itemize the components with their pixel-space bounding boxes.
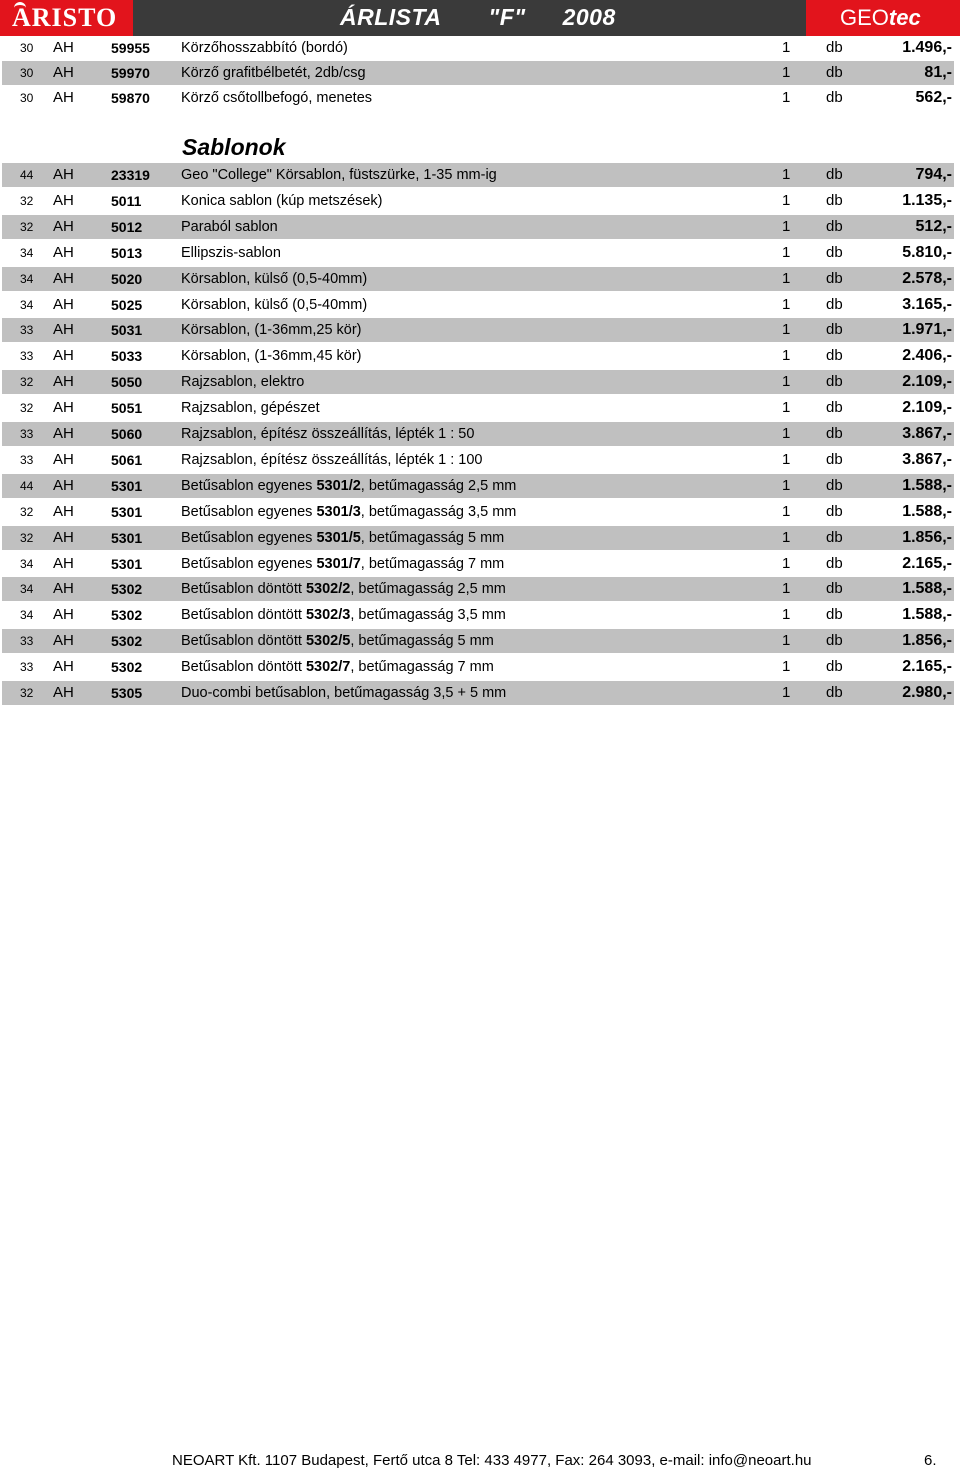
item-description: Rajzsablon, építész összeállítás, lépték 1 : 50	[181, 426, 475, 442]
quantity: 1	[782, 321, 791, 339]
description-suffix: , betűmagasság 7 mm	[350, 659, 494, 676]
brand-code: AH	[53, 39, 74, 56]
table-row	[2, 370, 954, 394]
price: 794,-	[915, 166, 952, 183]
brand-code: AH	[53, 632, 74, 650]
price: 1.588,-	[902, 606, 952, 624]
item-code: 5013	[111, 244, 143, 261]
description-prefix: Betűsablon döntött	[181, 633, 306, 650]
item-description	[181, 500, 516, 524]
item-description	[181, 474, 516, 498]
group-code: 33	[20, 427, 34, 441]
brand-code: AH	[53, 166, 74, 183]
unit: db	[826, 684, 843, 701]
table-row	[2, 422, 954, 446]
price: 2.109,-	[902, 399, 952, 417]
group-code: 33	[20, 660, 34, 675]
unit: db	[826, 39, 843, 56]
brand-code: AH	[53, 347, 74, 365]
item-description: Rajzsablon, elektro	[181, 374, 305, 391]
group-code: 34	[20, 582, 34, 597]
item-description: Rajzsablon, gépészet	[181, 400, 320, 417]
price: 3.867,-	[902, 425, 952, 442]
quantity: 1	[782, 554, 791, 572]
group-code: 30	[20, 91, 34, 105]
description-model: 5302/7	[305, 659, 351, 676]
table-row	[2, 655, 954, 679]
quantity: 1	[782, 347, 791, 365]
title-part-year: 2008	[562, 4, 616, 30]
item-code: 59970	[111, 65, 150, 81]
page-number: 6.	[924, 1452, 937, 1469]
price: 2.980,-	[902, 684, 952, 701]
description-prefix: Betűsablon döntött	[181, 581, 306, 598]
item-code: 5025	[111, 296, 143, 313]
quantity: 1	[782, 632, 791, 650]
price: 1.135,-	[902, 191, 952, 209]
table-row	[2, 241, 954, 265]
description-prefix: Betűsablon egyenes	[181, 503, 317, 520]
unit: db	[826, 606, 843, 624]
price: 1.971,-	[902, 321, 952, 339]
unit: db	[826, 295, 843, 313]
quantity: 1	[782, 269, 791, 287]
brand-code: AH	[53, 217, 74, 235]
description-prefix: Betűsablon egyenes	[181, 529, 317, 546]
group-code: 33	[20, 634, 34, 649]
table-row	[2, 318, 954, 342]
quantity: 1	[782, 89, 791, 106]
price: 81,-	[924, 64, 952, 81]
group-code: 33	[20, 452, 34, 467]
price: 2.406,-	[902, 347, 952, 365]
item-code: 5020	[111, 270, 143, 287]
price: 2.165,-	[902, 658, 952, 676]
group-code: 34	[20, 608, 34, 623]
unit: db	[826, 89, 843, 106]
description-model: 5301/3	[316, 503, 361, 520]
item-code: 59955	[111, 40, 150, 56]
unit: db	[826, 476, 843, 494]
price: 1.588,-	[902, 476, 952, 494]
price: 1.496,-	[902, 39, 952, 56]
unit: db	[826, 347, 843, 365]
description-model: 5301/7	[316, 555, 361, 572]
item-description	[181, 577, 506, 601]
item-description: Körzőhosszabbító (bordó)	[181, 40, 348, 56]
table-row	[2, 474, 954, 498]
table-row	[2, 86, 954, 110]
item-description: Ellipszis-sablon	[181, 244, 281, 261]
unit: db	[826, 554, 843, 572]
item-description: Körsablon, külső (0,5-40mm)	[181, 270, 368, 287]
description-model: 5301/2	[316, 477, 361, 494]
unit: db	[826, 191, 843, 209]
group-code: 34	[20, 245, 34, 260]
brand-code: AH	[53, 243, 74, 261]
group-code: 30	[20, 66, 34, 80]
quantity: 1	[782, 295, 791, 313]
description-suffix: , betűmagasság 5 mm	[360, 529, 505, 546]
quantity: 1	[782, 502, 791, 520]
description-suffix: , betűmagasság 5 mm	[350, 633, 494, 650]
item-code: 5301	[111, 529, 143, 546]
brand-code: AH	[53, 658, 74, 676]
price: 512,-	[915, 217, 952, 235]
brand-code: AH	[53, 89, 74, 106]
quantity: 1	[782, 191, 791, 209]
item-code: 5051	[111, 400, 143, 417]
item-description	[181, 552, 504, 576]
group-code: 32	[20, 193, 34, 208]
description-prefix: Betűsablon döntött	[181, 607, 306, 624]
table-row	[2, 577, 954, 601]
group-code: 32	[20, 530, 34, 545]
quantity: 1	[782, 658, 791, 676]
unit: db	[826, 450, 843, 468]
table-row	[2, 629, 954, 653]
item-code: 5061	[111, 451, 143, 468]
price-list-title	[340, 4, 616, 31]
aristo-logo	[0, 0, 133, 36]
group-code: 44	[20, 478, 34, 493]
logo-text: ARISTO	[12, 3, 118, 32]
quantity: 1	[782, 217, 791, 235]
item-description: Körsablon, külső (0,5-40mm)	[181, 296, 368, 313]
unit: db	[826, 528, 843, 546]
item-code: 59870	[111, 90, 150, 106]
group-code: 32	[20, 504, 34, 519]
unit: db	[826, 373, 843, 391]
description-suffix: , betűmagasság 3,5 mm	[360, 503, 517, 520]
unit: db	[826, 425, 843, 442]
brand-code: AH	[53, 191, 74, 209]
description-model: 5301/5	[316, 529, 361, 546]
table-row	[2, 448, 954, 472]
brand-code: AH	[53, 373, 74, 391]
brand-code: AH	[53, 321, 74, 339]
item-description: Geo "College" Körsablon, füstszürke, 1-35 mm-ig	[181, 167, 497, 183]
unit: db	[826, 269, 843, 287]
group-code: 34	[20, 271, 34, 286]
description-prefix: Betűsablon egyenes	[181, 555, 317, 572]
brand-code: AH	[53, 606, 74, 624]
item-code: 5050	[111, 374, 143, 391]
item-description: Körsablon, (1-36mm,25 kör)	[181, 322, 362, 339]
quantity: 1	[782, 166, 791, 183]
price: 3.867,-	[902, 450, 952, 468]
description-prefix: Betűsablon egyenes	[181, 477, 317, 494]
description-suffix: , betűmagasság 7 mm	[360, 555, 505, 572]
brand-tec: tec	[888, 5, 921, 30]
group-code: 32	[20, 401, 34, 416]
item-code: 5060	[111, 426, 143, 442]
item-code: 5011	[111, 192, 142, 209]
table-row	[2, 215, 954, 239]
item-code: 5301	[111, 555, 143, 572]
price: 562,-	[915, 89, 952, 106]
table-row	[2, 681, 954, 705]
item-description: Paraból sablon	[181, 218, 278, 235]
item-description	[181, 629, 494, 653]
item-code: 5302	[111, 659, 143, 676]
table-row	[2, 603, 954, 627]
group-code: 33	[20, 349, 34, 364]
table-row	[2, 293, 954, 317]
item-code: 5031	[111, 322, 143, 339]
item-description: Körző csőtollbefogó, menetes	[181, 90, 373, 106]
unit: db	[826, 580, 843, 598]
table-row	[2, 267, 954, 291]
section-title: Sablonok	[182, 134, 286, 160]
price: 2.578,-	[902, 269, 952, 287]
description-model: 5302/3	[305, 607, 351, 624]
item-code: 5305	[111, 685, 143, 701]
item-code: 5301	[111, 477, 143, 494]
brand-code: AH	[53, 64, 74, 81]
item-code: 5012	[111, 218, 143, 235]
brand-code: AH	[53, 450, 74, 468]
unit: db	[826, 632, 843, 650]
item-description: Duo-combi betűsablon, betűmagasság 3,5 + 5 mm	[181, 685, 507, 701]
group-code: 32	[20, 686, 34, 700]
item-code: 5033	[111, 348, 143, 365]
quantity: 1	[782, 684, 791, 701]
price: 1.856,-	[902, 528, 952, 546]
brand-code: AH	[53, 425, 74, 442]
item-description: Körző grafitbélbetét, 2db/csg	[181, 65, 366, 81]
brand-code: AH	[53, 580, 74, 598]
brand-code: AH	[53, 476, 74, 494]
quantity: 1	[782, 399, 791, 417]
brand-code: AH	[53, 502, 74, 520]
group-code: 32	[20, 375, 34, 390]
brand-code: AH	[53, 269, 74, 287]
group-code: 33	[20, 323, 34, 338]
unit: db	[826, 502, 843, 520]
geotec-logo	[806, 0, 960, 36]
unit: db	[826, 243, 843, 261]
price: 1.588,-	[902, 502, 952, 520]
item-code: 23319	[111, 167, 150, 183]
item-description	[181, 655, 494, 679]
unit: db	[826, 166, 843, 183]
footer-contact: NEOART Kft. 1107 Budapest, Fertő utca 8 Tel: 433 4977, Fax: 264 3093, e-mail: info@neoart.hu	[172, 1452, 812, 1469]
item-code: 5302	[111, 581, 143, 598]
quantity: 1	[782, 528, 791, 546]
unit: db	[826, 321, 843, 339]
table-row	[2, 552, 954, 576]
brand-code: AH	[53, 528, 74, 546]
item-code: 5301	[111, 503, 143, 520]
item-code: 5302	[111, 607, 143, 624]
item-description: Körsablon, (1-36mm,45 kör)	[181, 348, 362, 365]
brand-code: AH	[53, 295, 74, 313]
table-row	[2, 500, 954, 524]
quantity: 1	[782, 373, 791, 391]
price: 5.810,-	[902, 243, 952, 261]
group-code: 34	[20, 556, 34, 571]
brand-text	[840, 5, 921, 31]
group-code: 44	[20, 168, 34, 182]
table-row	[2, 396, 954, 420]
quantity: 1	[782, 606, 791, 624]
price: 2.165,-	[902, 554, 952, 572]
group-code: 32	[20, 219, 34, 234]
item-code: 5302	[111, 633, 143, 650]
table-row	[2, 344, 954, 368]
quantity: 1	[782, 64, 791, 81]
price: 3.165,-	[902, 295, 952, 313]
description-prefix: Betűsablon döntött	[181, 659, 306, 676]
table-row	[2, 526, 954, 550]
quantity: 1	[782, 39, 791, 56]
group-code: 30	[20, 41, 34, 55]
unit: db	[826, 217, 843, 235]
brand-code: AH	[53, 399, 74, 417]
title-part-arlista: ÁRLISTA	[340, 4, 442, 30]
unit: db	[826, 399, 843, 417]
item-description	[181, 603, 506, 627]
table-row	[2, 36, 954, 60]
quantity: 1	[782, 425, 791, 442]
brand-code: AH	[53, 554, 74, 572]
brand-code: AH	[53, 684, 74, 701]
item-description	[181, 526, 504, 550]
description-suffix: , betűmagasság 2,5 mm	[360, 477, 517, 494]
quantity: 1	[782, 580, 791, 598]
item-description: Konica sablon (kúp metszések)	[181, 192, 383, 209]
description-suffix: , betűmagasság 2,5 mm	[350, 581, 506, 598]
description-model: 5302/2	[305, 581, 351, 598]
unit: db	[826, 658, 843, 676]
table-row	[2, 163, 954, 187]
group-code: 34	[20, 297, 34, 312]
brand-geo: GEO	[840, 5, 889, 30]
header-bar	[0, 0, 960, 36]
title-part-f: "F"	[488, 4, 526, 30]
quantity: 1	[782, 476, 791, 494]
price: 1.856,-	[902, 632, 952, 650]
quantity: 1	[782, 450, 791, 468]
table-row	[2, 189, 954, 213]
price: 2.109,-	[902, 373, 952, 391]
description-suffix: , betűmagasság 3,5 mm	[350, 607, 506, 624]
item-description: Rajzsablon, építész összeállítás, lépték 1 : 100	[181, 451, 483, 468]
table-row	[2, 61, 954, 85]
description-model: 5302/5	[305, 633, 351, 650]
quantity: 1	[782, 243, 791, 261]
unit: db	[826, 64, 843, 81]
price: 1.588,-	[902, 580, 952, 598]
